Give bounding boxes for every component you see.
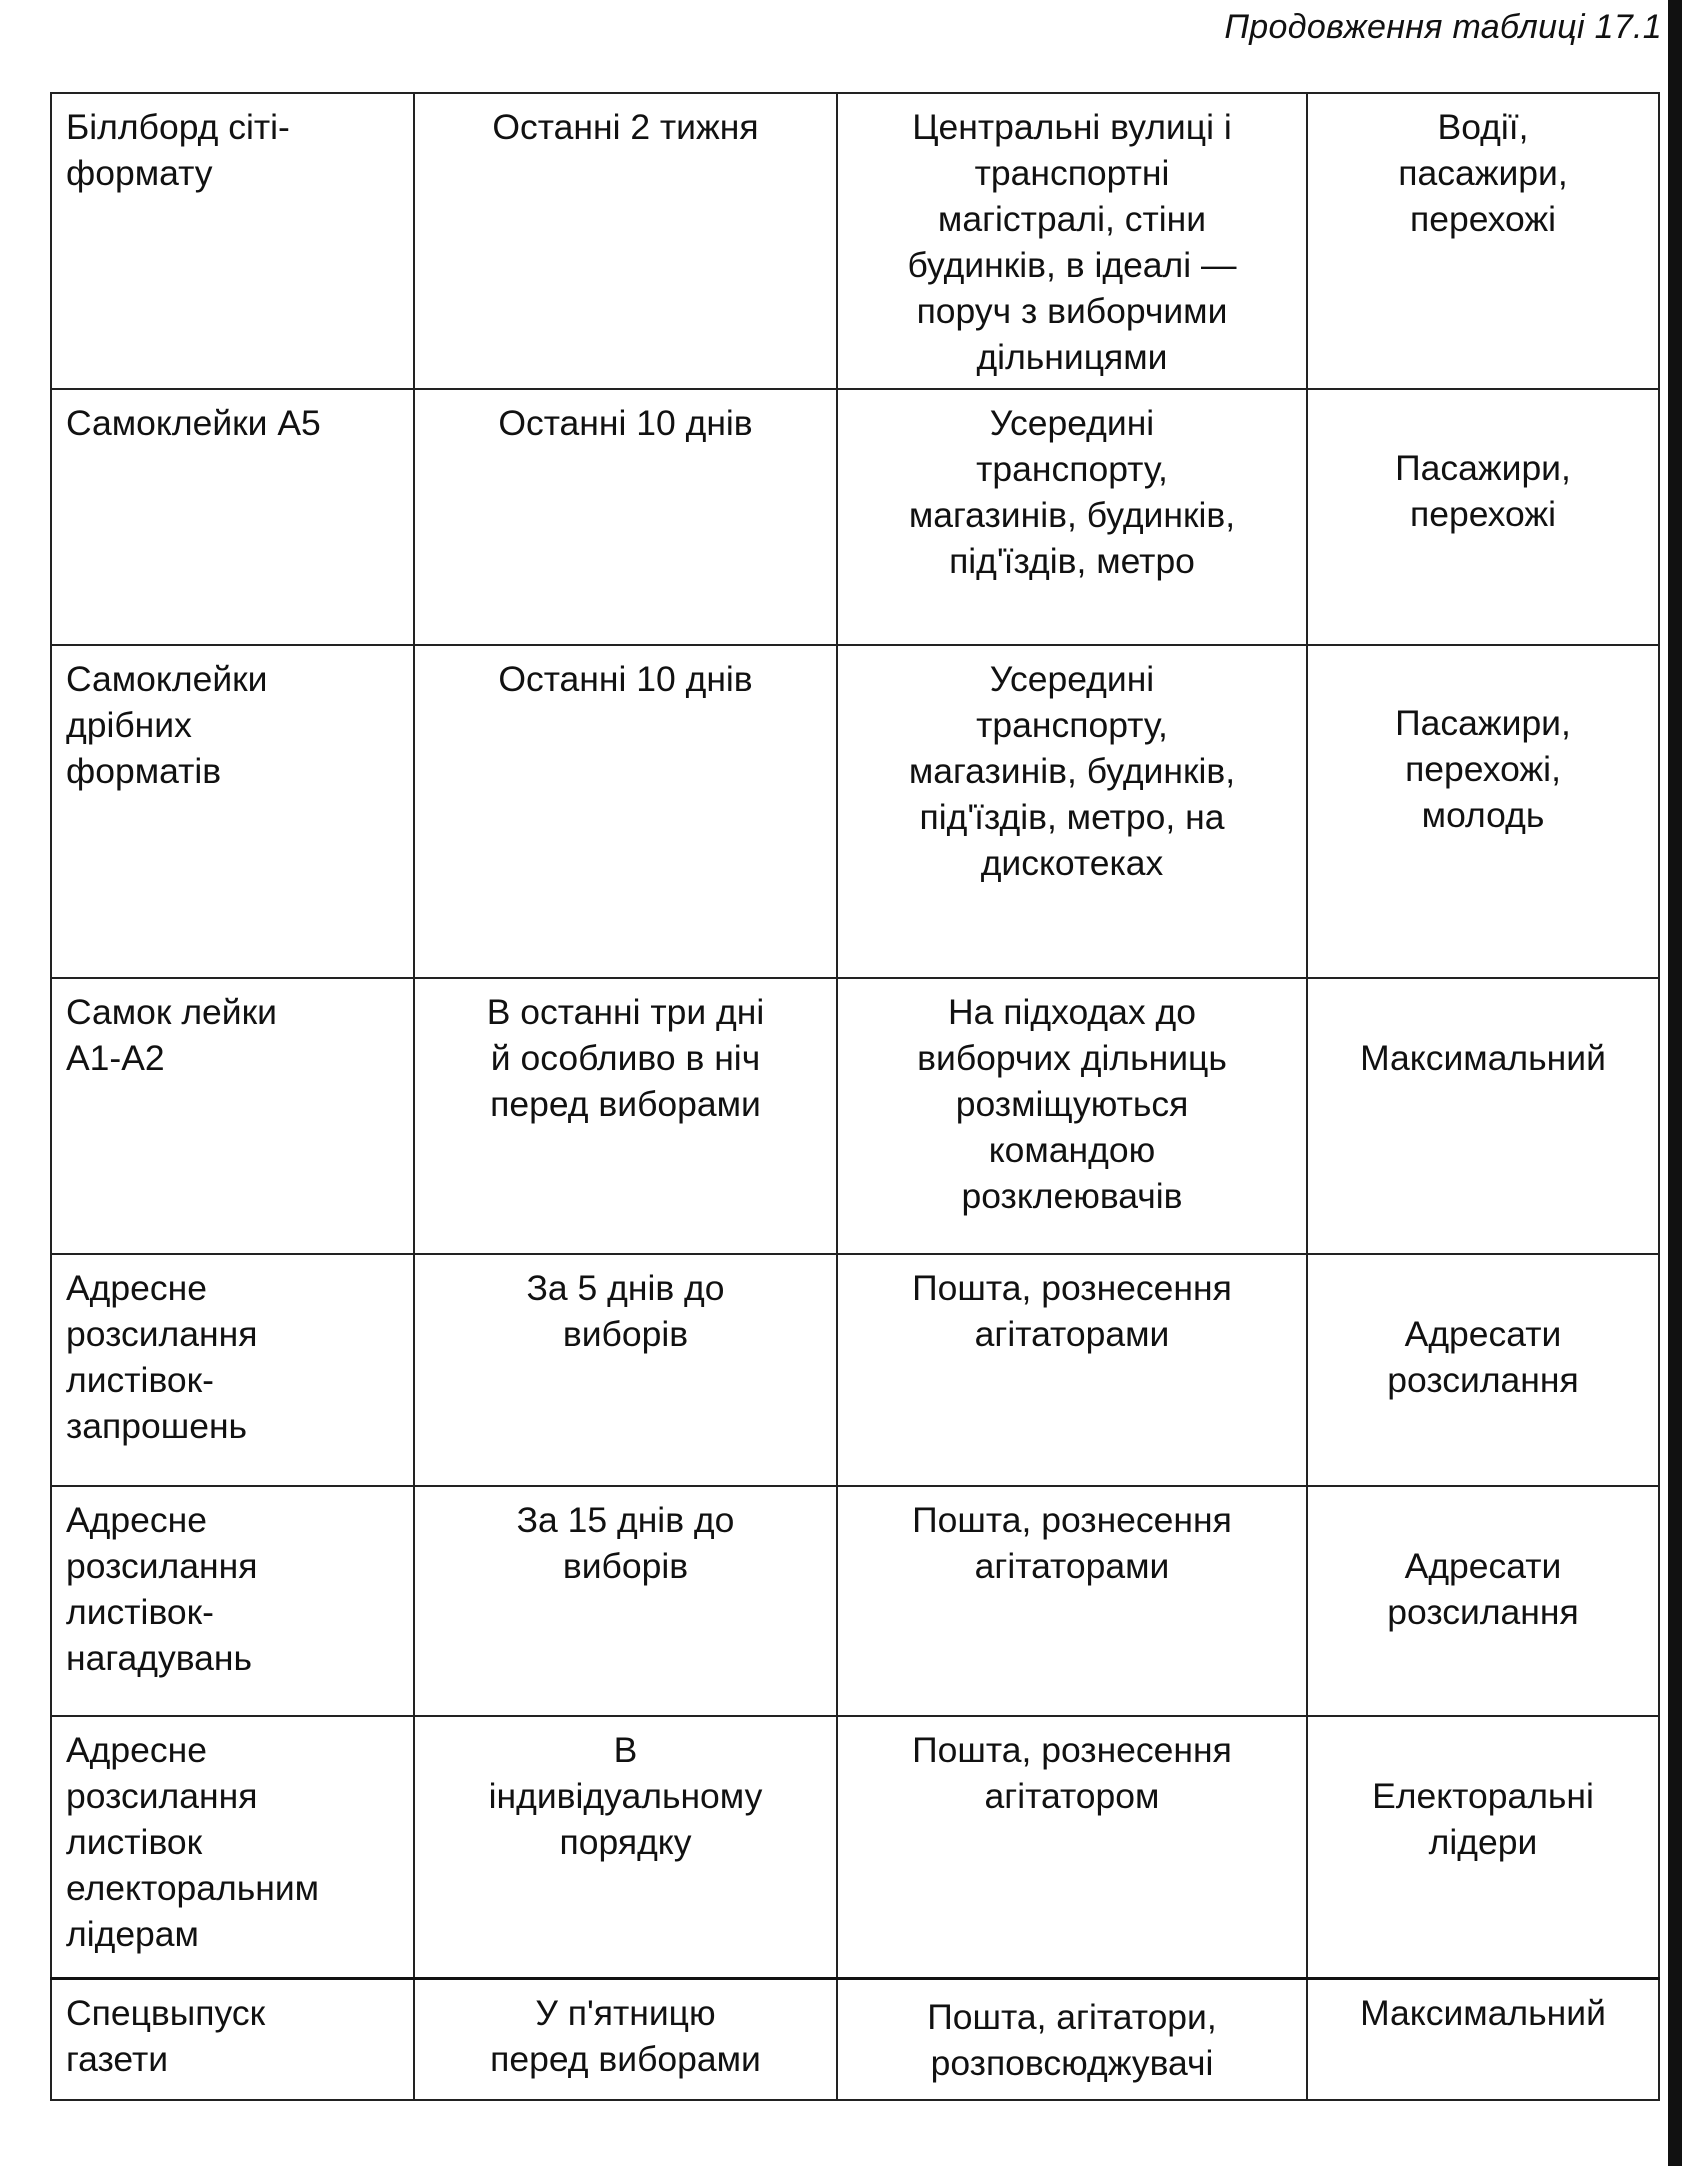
table-cell-audience [1307,1716,1659,1978]
table-row [51,1978,1659,2100]
table-row [51,93,1659,389]
cell-text: Центральні вулиці і транспортні магістралі, стіни будинків, в ідеалі — поруч з виборчими дільницями [907,107,1237,377]
table-cell-audience [1307,1978,1659,2100]
cell-text: В останні три дні й особливо в ніч перед виборами [486,992,765,1124]
cell-text: Останні 10 днів [498,403,753,443]
table-cell-timing [414,1978,837,2100]
table-cell-material [51,1254,414,1486]
table-row [51,1486,1659,1716]
cell-text: Адресне розсилання листівок- запрошень [66,1268,258,1446]
cell-text: Самоклейки А5 [66,403,321,443]
table-row [51,978,1659,1254]
cell-text: Останні 10 днів [498,659,753,699]
table-cell-placement [837,389,1307,645]
table-cell-material [51,645,414,978]
cell-text: Пошта, рознесення агітаторами [912,1500,1232,1586]
cell-text: За 5 днів до виборів [526,1268,725,1354]
cell-text: Максимальний [1360,1038,1606,1078]
table-cell-placement [837,978,1307,1254]
cell-text: Самоклейки дрібних форматів [66,659,268,791]
table-cell-audience [1307,389,1659,645]
cell-text: Адресне розсилання листівок- нагадувань [66,1500,258,1678]
cell-text: Адресати розсилання [1387,1546,1579,1632]
table-cell-timing [414,978,837,1254]
cell-text: Спецвыпуск газети [66,1992,266,2079]
table-cell-placement [837,1254,1307,1486]
cell-text: Пошта, агітатори, розповсюджувачі [927,1997,1217,2084]
cell-text: Пошта, рознесення агітаторами [912,1268,1232,1354]
cell-text: В індивідуальному порядку [488,1730,763,1862]
table-cell-material [51,978,414,1254]
campaign-materials-table [50,92,1660,2101]
cell-text: У п'ятницю перед виборами [490,1992,761,2079]
table-row [51,1716,1659,1978]
table-cell-timing [414,1716,837,1978]
table-cell-placement [837,1978,1307,2100]
table-row [51,389,1659,645]
cell-text: Водії, пасажири, перехожі [1398,107,1568,239]
cell-text: Усередині транспорту, магазинів, будинків, під'їздів, метро, на дискотеках [908,659,1236,883]
cell-text: Електоральні лідери [1372,1776,1594,1862]
cell-text: Усередині транспорту, магазинів, будинків, під'їздів, метро [908,403,1236,581]
cell-text: За 15 днів до виборів [516,1500,735,1586]
cell-text: Пошта, рознесення агітатором [912,1730,1232,1816]
table-cell-timing [414,1486,837,1716]
table-cell-audience [1307,93,1659,389]
table-cell-timing [414,93,837,389]
table-cell-material [51,1978,414,2100]
table-cell-placement [837,93,1307,389]
table-cell-timing [414,389,837,645]
table-row [51,1254,1659,1486]
table-cell-material [51,389,414,645]
table-cell-audience [1307,978,1659,1254]
table-cell-material [51,1716,414,1978]
table-continuation-caption: Продовження таблиці 17.1 [1224,8,1662,46]
table-cell-audience [1307,645,1659,978]
cell-text: Останні 2 тижня [492,107,759,147]
cell-text: Самок лейки А1-А2 [66,992,277,1078]
table-row [51,645,1659,978]
table-cell-timing [414,1254,837,1486]
table-cell-placement [837,1486,1307,1716]
table-cell-material [51,1486,414,1716]
table-cell-placement [837,1716,1307,1978]
table-cell-material [51,93,414,389]
table-cell-timing [414,645,837,978]
cell-text: Пасажири, перехожі [1395,448,1571,534]
cell-text: Біллборд сіті- формату [66,107,290,193]
table-cell-audience [1307,1486,1659,1716]
cell-text: На підходах до виборчих дільниць розміщуються командою розклеювачів [917,992,1227,1216]
cell-text: Адресне розсилання листівок електоральним лідерам [66,1730,320,1954]
cell-text: Адресати розсилання [1387,1314,1579,1400]
table-cell-placement [837,645,1307,978]
page-edge-bar [1668,0,1682,2166]
cell-text: Пасажири, перехожі, молодь [1395,703,1571,835]
table-cell-audience [1307,1254,1659,1486]
cell-text: Максимальний [1360,1992,1606,2033]
